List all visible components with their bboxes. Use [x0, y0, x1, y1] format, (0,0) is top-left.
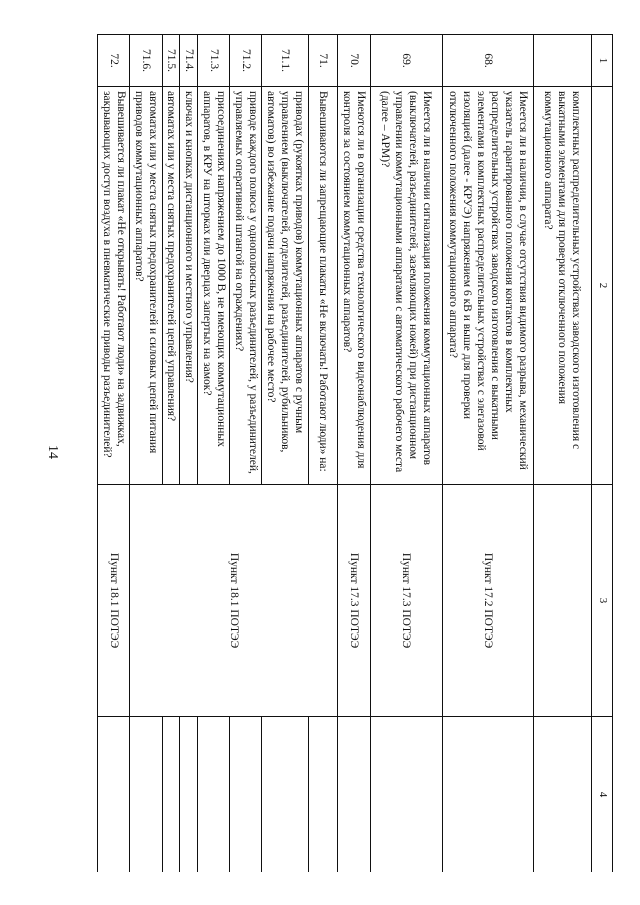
- row-number: 71.1.: [262, 35, 309, 87]
- table-header-row: [592, 35, 613, 873]
- header-col-4: 4: [592, 717, 613, 873]
- table-body: [98, 35, 592, 873]
- rotated-page: [97, 34, 613, 872]
- row-question: Вывешиваются ли запрещающие плакаты «Не включать! Работают люди» на:: [309, 87, 338, 485]
- row-reference: [533, 485, 591, 717]
- table-row: [162, 35, 180, 873]
- row-number: 72.: [98, 35, 130, 87]
- header-col-3: 3: [592, 485, 613, 717]
- row-note: [370, 717, 443, 873]
- row-question: комплектных распределительных устройствах заводского изготовления с выкатными элементами для проверки отключенного положения коммутационного аппарата?: [533, 87, 591, 485]
- row-number: 68.: [443, 35, 534, 87]
- row-number: 71.4.: [180, 35, 198, 87]
- table-row: [370, 35, 443, 873]
- row-note: [443, 717, 534, 873]
- row-number: [533, 35, 591, 87]
- row-reference: Пункт 17.2 ПОТЭЭ: [443, 485, 534, 717]
- row-note: [197, 717, 229, 873]
- row-question: автоматах или у места снятых предохранителей и силовых цепей питания приводов коммутационных аппаратов?: [130, 87, 162, 485]
- row-note: [309, 717, 338, 873]
- row-reference: Пункт 18.1 ПОТЭЭ: [98, 485, 130, 717]
- row-note: [230, 717, 262, 873]
- row-note: [98, 717, 130, 873]
- row-question: Вывешивается ли плакат «Не открывать! Работают люди» на задвижках, закрывающих доступ воздуха в пневматические приводы разъединителей?: [98, 87, 130, 485]
- row-reference: Пункт 18.1 ПОТЭЭ: [130, 485, 338, 717]
- table-row: [197, 35, 229, 873]
- row-question: Имеется ли в наличии сигнализация положения коммутационных аппаратов (выключателей, разъединителей, заземляющих ножей) при дистанционном управлении коммутационными аппаратами с автоматического рабочего места (далее – АРМ)?: [370, 87, 443, 485]
- row-question: ключах и кнопках дистанционного и местного управления?: [180, 87, 198, 485]
- row-note: [533, 717, 591, 873]
- rotated-content: [97, 34, 613, 872]
- page-number: 14: [45, 445, 60, 459]
- row-question: приводах (рукоятках приводов) коммутационных аппаратов с ручным управлением (выключателей, отделителей, разъединителей, рубильников, автоматов) во избежание подачи напряжения на рабочее место?: [262, 87, 309, 485]
- row-question: присоединениях напряжением до 1000 В, не имеющих коммутационных аппаратов, в КРУ на шторках или дверцах запертых на замок?: [197, 87, 229, 485]
- row-number: 71.3.: [197, 35, 229, 87]
- checklist-table: [97, 34, 613, 872]
- row-note: [180, 717, 198, 873]
- table-row: [230, 35, 262, 873]
- row-reference: Пункт 17.3 ПОТЭЭ: [338, 485, 370, 717]
- row-note: [262, 717, 309, 873]
- table-row: [338, 35, 370, 873]
- table-row: [130, 35, 162, 873]
- row-question: автоматах или у места снятых предохранителей цепей управления?: [162, 87, 180, 485]
- row-number: 71.6.: [130, 35, 162, 87]
- row-question: Имеются ли в организации средства технологического видеонаблюдения для контроля за состоянием коммутационных аппаратов?: [338, 87, 370, 485]
- row-reference: Пункт 17.3 ПОТЭЭ: [370, 485, 443, 717]
- table-row: [443, 35, 534, 873]
- table-row: [262, 35, 309, 873]
- table-row: [309, 35, 338, 873]
- row-number: 70.: [338, 35, 370, 87]
- row-number: 69.: [370, 35, 443, 87]
- row-question: Имеется ли в наличии, в случае отсутствия видимого разрыва, механический указатель гарантированного положения контактов в комплектных распределительных устройствах заводского изготовления с выкатными элементами в комплектных распределительных устройствах с элегазовой изоляцией (далее - КРУЭ) напряжением 6 кВ и выше для проверки отключенного положения коммутационного аппарата?: [443, 87, 534, 485]
- row-question: приводе каждого полюса у однополюсных разъединителей, у разъединителей, управляемых оперативной штангой на ограждениях?: [230, 87, 262, 485]
- table-row: [98, 35, 130, 873]
- table-row: [180, 35, 198, 873]
- row-note: [130, 717, 162, 873]
- header-col-1: 1: [592, 35, 613, 87]
- header-col-2: 2: [592, 87, 613, 485]
- row-note: [162, 717, 180, 873]
- row-number: 71.5.: [162, 35, 180, 87]
- table-row: [533, 35, 591, 873]
- row-number: 71.2.: [230, 35, 262, 87]
- row-note: [338, 717, 370, 873]
- row-number: 71.: [309, 35, 338, 87]
